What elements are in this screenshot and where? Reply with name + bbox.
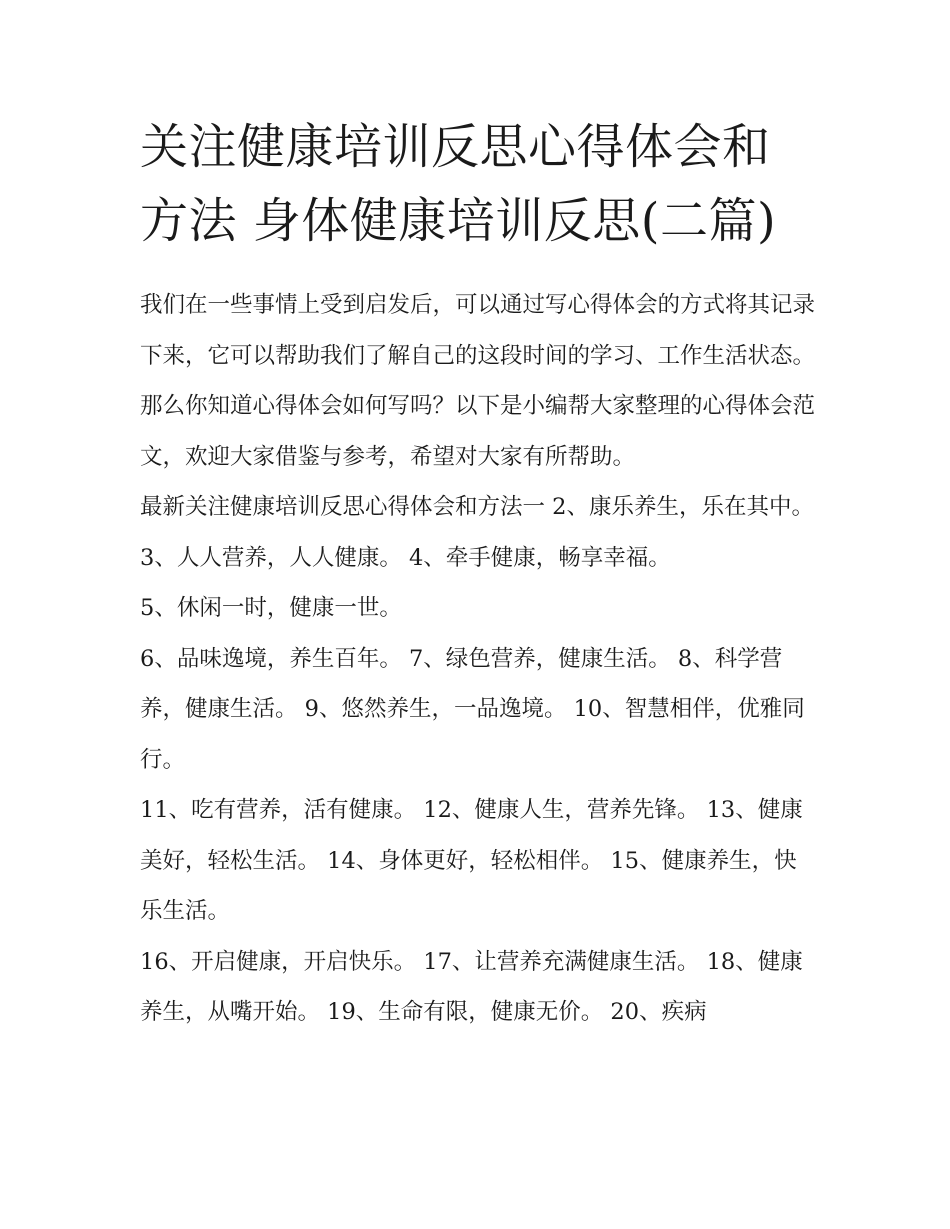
intro-paragraph: 我们在一些事情上受到启发后，可以通过写心得体会的方式将其记录下来，它可以帮助我们了解自己的这段时间的学习、工作生活状态。那么你知道心得体会如何写吗？以下是小编帮大家整理的心得体会范文，欢迎大家借鉴与参考，希望对大家有所帮助。 [140,292,816,470]
slogan-paragraph: 5、休闲一时，健康一世。 [140,595,402,621]
slogan-paragraph: 最新关注健康培训反思心得体会和方法一 2、康乐养生，乐在其中。 3、人人营养，人人健康。 4、牵手健康，畅享幸福。 [140,494,814,571]
slogan-paragraph: 11、吃有营养，活有健康。 12、健康人生，营养先锋。 13、健康美好，轻松生活。 14、身体更好，轻松相伴。 15、健康养生，快乐生活。 [140,797,803,924]
slogan-paragraph: 6、品味逸境，养生百年。 7、绿色营养，健康生活。 8、科学营养，健康生活。 9、悠然养生，一品逸境。 10、智慧相伴，优雅同行。 [140,645,805,773]
slogan-paragraph: 16、开启健康，开启快乐。 17、让营养充满健康生活。 18、健康养生，从嘴开始。 19、生命有限，健康无价。 20、疾病 [140,948,803,1025]
document-title: 关注健康培训反思心得体会和方法 身体健康培训反思(二篇) [140,119,777,249]
document-page [140,110,815,1038]
